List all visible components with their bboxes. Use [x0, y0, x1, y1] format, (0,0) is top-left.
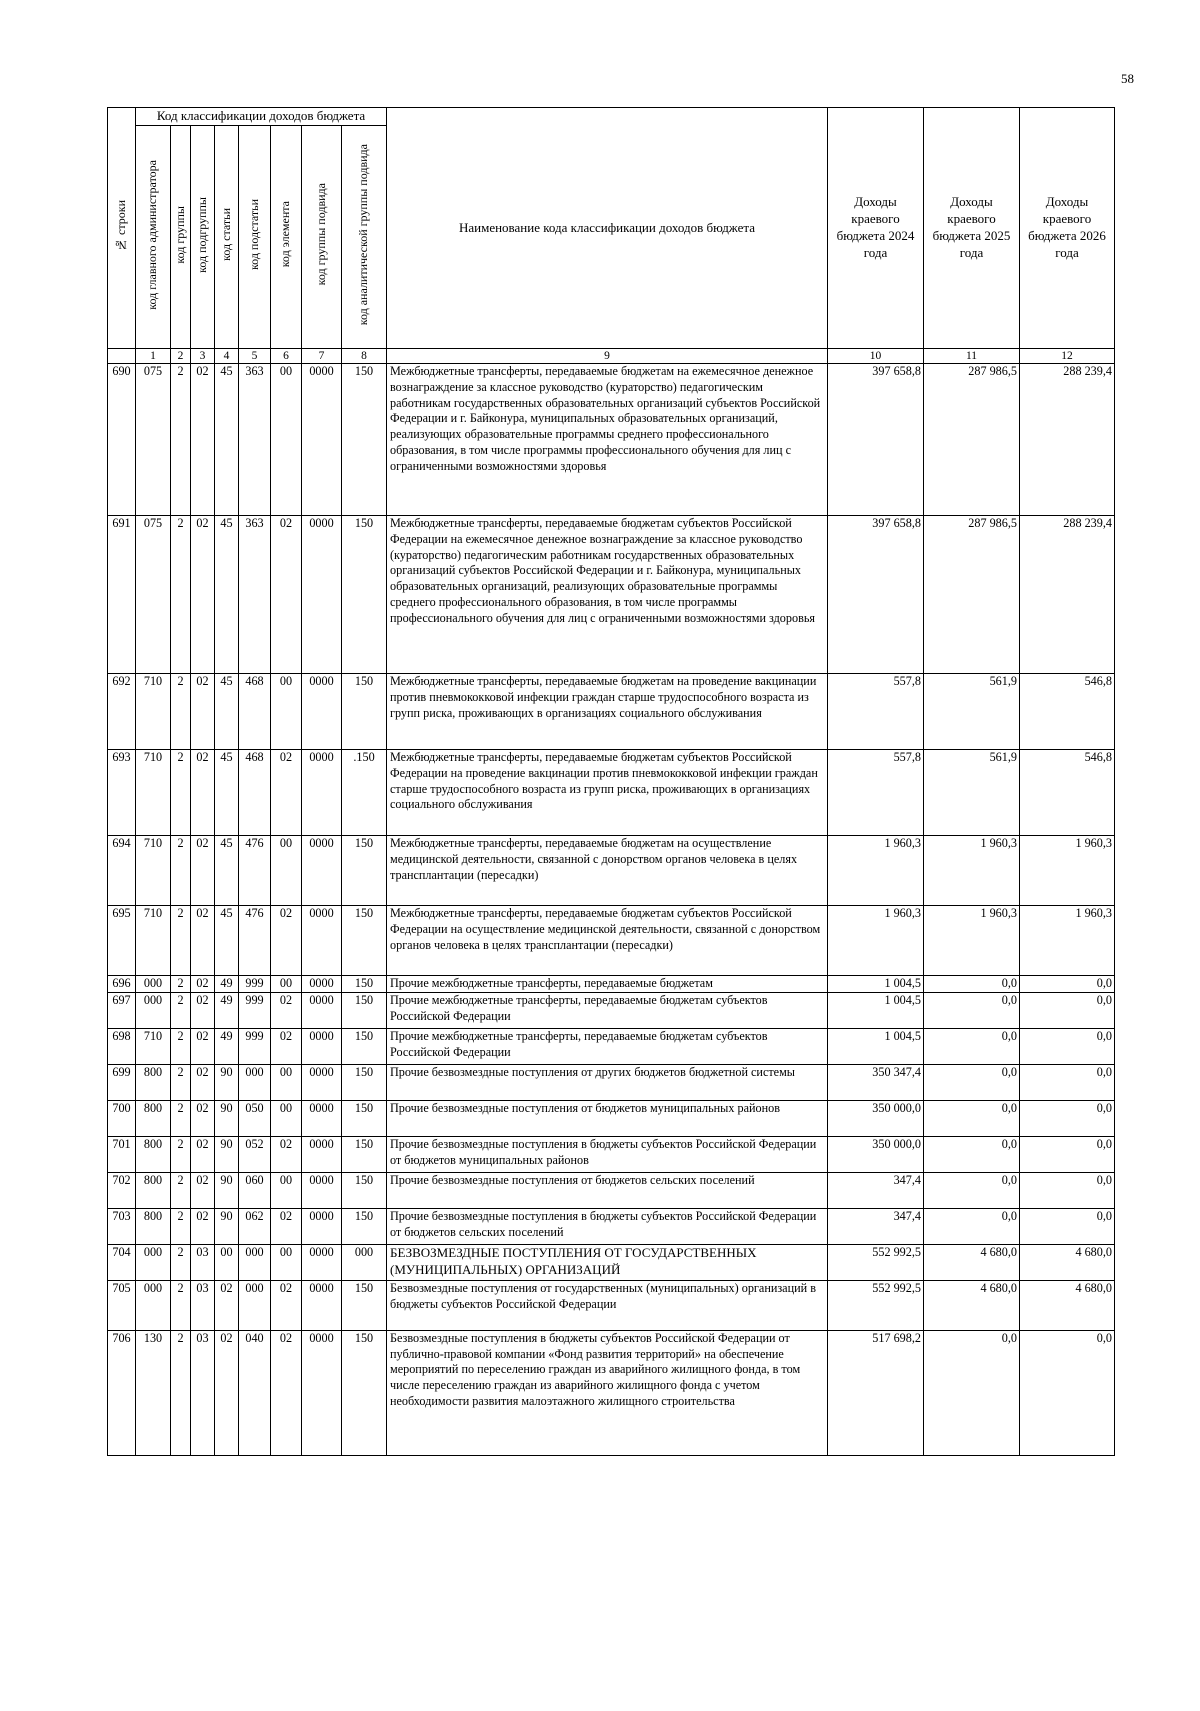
income-2025: 0,0 [924, 975, 1020, 992]
code-subtype-group: 0000 [302, 673, 342, 749]
income-2024: 1 004,5 [828, 1028, 924, 1064]
table-row [108, 1244, 1115, 1280]
table-row [108, 749, 1115, 835]
code-analytic-group: 150 [342, 992, 387, 1028]
code-analytic-group: 150 [342, 1330, 387, 1455]
code-analytic-group: 150 [342, 975, 387, 992]
code-element: 00 [271, 975, 302, 992]
code-group: 2 [171, 1244, 191, 1280]
code-admin: 710 [136, 1028, 171, 1064]
code-element: 00 [271, 1100, 302, 1136]
code-group: 2 [171, 363, 191, 515]
header-code-analytic-group: код аналитической группы подвида [342, 125, 387, 348]
income-2026: 0,0 [1020, 1208, 1115, 1244]
table-row [108, 1136, 1115, 1172]
page-number: 58 [1121, 71, 1134, 86]
code-article: 90 [215, 1100, 239, 1136]
code-admin: 000 [136, 1280, 171, 1330]
code-admin: 710 [136, 835, 171, 905]
code-subtype-group: 0000 [302, 363, 342, 515]
row-number: 702 [108, 1172, 136, 1208]
income-2026: 1 960,3 [1020, 835, 1115, 905]
income-2025: 4 680,0 [924, 1280, 1020, 1330]
code-subtype-group: 0000 [302, 1280, 342, 1330]
income-code-name: Безвозмездные поступления в бюджеты субъектов Российской Федерации от публично-правовой компании «Фонд развития территорий» на обеспечение мероприятий по переселению граждан из аварийного жилищного фонда, в том числе переселению граждан из аварийного жилищного фонда с учетом необходимости развития малоэтажного жилищного строительства [387, 1330, 828, 1455]
code-admin: 000 [136, 975, 171, 992]
income-code-name: Прочие безвозмездные поступления от других бюджетов бюджетной системы [387, 1064, 828, 1100]
code-analytic-group: 150 [342, 905, 387, 975]
column-number: 12 [1020, 348, 1115, 363]
code-admin: 710 [136, 905, 171, 975]
code-group: 2 [171, 1064, 191, 1100]
income-2024: 350 000,0 [828, 1100, 924, 1136]
income-2026: 546,8 [1020, 673, 1115, 749]
table-row [108, 835, 1115, 905]
income-2024: 350 347,4 [828, 1064, 924, 1100]
code-group: 2 [171, 673, 191, 749]
budget-table [107, 107, 1115, 1456]
income-2024: 397 658,8 [828, 363, 924, 515]
code-subarticle: 000 [239, 1244, 271, 1280]
code-subtype-group: 0000 [302, 749, 342, 835]
table-row [108, 515, 1115, 673]
column-number: 2 [171, 348, 191, 363]
row-number: 706 [108, 1330, 136, 1455]
income-2024: 552 992,5 [828, 1244, 924, 1280]
code-article: 00 [215, 1244, 239, 1280]
code-element: 00 [271, 673, 302, 749]
code-subtype-group: 0000 [302, 1172, 342, 1208]
income-2025: 1 960,3 [924, 835, 1020, 905]
code-element: 02 [271, 1208, 302, 1244]
code-analytic-group: 150 [342, 1280, 387, 1330]
code-analytic-group: 150 [342, 1064, 387, 1100]
code-article: 90 [215, 1136, 239, 1172]
table-header [108, 108, 1115, 364]
income-2024: 350 000,0 [828, 1136, 924, 1172]
code-admin: 800 [136, 1208, 171, 1244]
income-code-name: Межбюджетные трансферты, передаваемые бюджетам субъектов Российской Федерации на проведение вакцинации против пневмококковой инфекции граждан старше трудоспособного возраста из групп риска, проживающих в организациях социального обслуживания [387, 749, 828, 835]
header-code-article: код статьи [215, 125, 239, 348]
income-2025: 0,0 [924, 1136, 1020, 1172]
code-subgroup: 02 [191, 363, 215, 515]
code-subgroup: 02 [191, 975, 215, 992]
income-2024: 347,4 [828, 1208, 924, 1244]
income-code-name: Межбюджетные трансферты, передаваемые бюджетам на ежемесячное денежное вознаграждение за классное руководство (кураторство) педагогическим работникам государственных образовательных организаций субъектов Российской Федерации и г. Байконура, муниципальных образовательных организаций, реализующих образовательные программы среднего профессионального образования, в том числе программы профессионального обучения для лиц с ограниченными возможностями здоровья [387, 363, 828, 515]
income-code-name: Межбюджетные трансферты, передаваемые бюджетам субъектов Российской Федерации на ежемесячное денежное вознаграждение за классное руководство (кураторство) педагогическим работникам государственных образовательных организаций субъектов Российской Федерации и г. Байконура, муниципальных образовательных организаций, реализующих образовательные программы среднего профессионального образования, в том числе программы профессионального обучения для лиц с ограниченными возможностями здоровья [387, 515, 828, 673]
code-analytic-group: 000 [342, 1244, 387, 1280]
code-element: 02 [271, 1280, 302, 1330]
income-2026: 288 239,4 [1020, 515, 1115, 673]
code-group: 2 [171, 1028, 191, 1064]
income-2025: 1 960,3 [924, 905, 1020, 975]
code-article: 90 [215, 1172, 239, 1208]
column-number [108, 348, 136, 363]
code-subarticle: 040 [239, 1330, 271, 1455]
code-subarticle: 050 [239, 1100, 271, 1136]
row-number: 698 [108, 1028, 136, 1064]
code-analytic-group: 150 [342, 1028, 387, 1064]
code-admin: 800 [136, 1100, 171, 1136]
code-subgroup: 03 [191, 1244, 215, 1280]
income-2024: 1 960,3 [828, 905, 924, 975]
code-subtype-group: 0000 [302, 975, 342, 992]
code-article: 45 [215, 905, 239, 975]
row-number: 696 [108, 975, 136, 992]
column-number: 8 [342, 348, 387, 363]
header-code-group: код группы [171, 125, 191, 348]
header-income-2025: Доходы краевого бюджета 2025 года [924, 108, 1020, 349]
row-number: 694 [108, 835, 136, 905]
code-subgroup: 02 [191, 515, 215, 673]
code-subgroup: 02 [191, 1064, 215, 1100]
income-2025: 0,0 [924, 1028, 1020, 1064]
income-2024: 557,8 [828, 673, 924, 749]
row-number: 703 [108, 1208, 136, 1244]
income-code-name: Безвозмездные поступления от государственных (муниципальных) организаций в бюджеты субъектов Российской Федерации [387, 1280, 828, 1330]
code-article: 02 [215, 1330, 239, 1455]
income-2024: 397 658,8 [828, 515, 924, 673]
income-2026: 4 680,0 [1020, 1280, 1115, 1330]
income-2025: 0,0 [924, 1208, 1020, 1244]
code-subarticle: 000 [239, 1064, 271, 1100]
code-admin: 130 [136, 1330, 171, 1455]
header-code-admin: код главного администратора [136, 125, 171, 348]
code-subtype-group: 0000 [302, 1244, 342, 1280]
code-subarticle: 476 [239, 835, 271, 905]
income-2025: 287 986,5 [924, 515, 1020, 673]
header-income-2024: Доходы краевого бюджета 2024 года [828, 108, 924, 349]
code-subtype-group: 0000 [302, 992, 342, 1028]
income-2026: 0,0 [1020, 1028, 1115, 1064]
income-code-name: Межбюджетные трансферты, передаваемые бюджетам на осуществление медицинской деятельности, связанной с донорством органов человека в целях трансплантации (пересадки) [387, 835, 828, 905]
code-subtype-group: 0000 [302, 1028, 342, 1064]
table-row [108, 1280, 1115, 1330]
column-number: 5 [239, 348, 271, 363]
income-2024: 1 004,5 [828, 975, 924, 992]
code-element: 00 [271, 1244, 302, 1280]
code-element: 02 [271, 905, 302, 975]
header-classification-group: Код классификации доходов бюджета [136, 108, 387, 126]
income-code-name: Прочие межбюджетные трансферты, передаваемые бюджетам субъектов Российской Федерации [387, 1028, 828, 1064]
income-2026: 0,0 [1020, 992, 1115, 1028]
income-2026: 0,0 [1020, 1330, 1115, 1455]
code-subarticle: 468 [239, 673, 271, 749]
column-number: 7 [302, 348, 342, 363]
code-subarticle: 476 [239, 905, 271, 975]
income-2024: 557,8 [828, 749, 924, 835]
code-admin: 800 [136, 1172, 171, 1208]
income-2025: 561,9 [924, 749, 1020, 835]
code-analytic-group: 150 [342, 835, 387, 905]
code-subgroup: 02 [191, 835, 215, 905]
row-number: 705 [108, 1280, 136, 1330]
code-subtype-group: 0000 [302, 1330, 342, 1455]
table-row [108, 1172, 1115, 1208]
code-article: 45 [215, 673, 239, 749]
income-code-name: Прочие безвозмездные поступления в бюджеты субъектов Российской Федерации от бюджетов муниципальных районов [387, 1136, 828, 1172]
code-element: 00 [271, 1172, 302, 1208]
income-2026: 0,0 [1020, 1172, 1115, 1208]
code-subarticle: 468 [239, 749, 271, 835]
table-body [108, 363, 1115, 1455]
row-number: 691 [108, 515, 136, 673]
income-2026: 0,0 [1020, 1136, 1115, 1172]
code-admin: 075 [136, 363, 171, 515]
header-code-subgroup: код подгруппы [191, 125, 215, 348]
code-subgroup: 03 [191, 1280, 215, 1330]
row-number: 697 [108, 992, 136, 1028]
income-code-name: БЕЗВОЗМЕЗДНЫЕ ПОСТУПЛЕНИЯ ОТ ГОСУДАРСТВЕННЫХ (МУНИЦИПАЛЬНЫХ) ОРГАНИЗАЦИЙ [387, 1244, 828, 1280]
code-admin: 000 [136, 992, 171, 1028]
column-number: 1 [136, 348, 171, 363]
column-number: 3 [191, 348, 215, 363]
income-2025: 0,0 [924, 992, 1020, 1028]
code-element: 02 [271, 515, 302, 673]
header-code-element: код элемента [271, 125, 302, 348]
code-element: 02 [271, 1028, 302, 1064]
code-admin: 800 [136, 1064, 171, 1100]
table-row [108, 1330, 1115, 1455]
code-admin: 075 [136, 515, 171, 673]
income-2026: 0,0 [1020, 1100, 1115, 1136]
code-subgroup: 02 [191, 1028, 215, 1064]
code-element: 00 [271, 835, 302, 905]
income-2025: 0,0 [924, 1330, 1020, 1455]
income-code-name: Прочие безвозмездные поступления в бюджеты субъектов Российской Федерации от бюджетов сельских поселений [387, 1208, 828, 1244]
code-group: 2 [171, 1208, 191, 1244]
income-2025: 0,0 [924, 1172, 1020, 1208]
table-row [108, 363, 1115, 515]
row-number: 699 [108, 1064, 136, 1100]
code-analytic-group: 150 [342, 1208, 387, 1244]
income-code-name: Прочие межбюджетные трансферты, передаваемые бюджетам субъектов Российской Федерации [387, 992, 828, 1028]
code-group: 2 [171, 515, 191, 673]
column-number-row [108, 348, 1115, 363]
code-analytic-group: 150 [342, 363, 387, 515]
code-analytic-group: 150 [342, 1100, 387, 1136]
row-number: 692 [108, 673, 136, 749]
code-element: 00 [271, 1064, 302, 1100]
code-subtype-group: 0000 [302, 905, 342, 975]
code-subgroup: 02 [191, 905, 215, 975]
code-subtype-group: 0000 [302, 515, 342, 673]
code-group: 2 [171, 905, 191, 975]
row-number: 700 [108, 1100, 136, 1136]
income-2026: 0,0 [1020, 975, 1115, 992]
code-article: 49 [215, 975, 239, 992]
code-analytic-group: 150 [342, 515, 387, 673]
code-admin: 800 [136, 1136, 171, 1172]
income-code-name: Межбюджетные трансферты, передаваемые бюджетам субъектов Российской Федерации на осуществление медицинской деятельности, связанной с донорством органов человека в целях трансплантации (пересадки) [387, 905, 828, 975]
header-name: Наименование кода классификации доходов бюджета [387, 108, 828, 349]
table-row [108, 992, 1115, 1028]
income-code-name: Прочие межбюджетные трансферты, передаваемые бюджетам [387, 975, 828, 992]
code-subgroup: 02 [191, 1100, 215, 1136]
code-group: 2 [171, 992, 191, 1028]
code-group: 2 [171, 1136, 191, 1172]
code-article: 45 [215, 749, 239, 835]
header-row-no: № строки [108, 108, 136, 349]
row-number: 693 [108, 749, 136, 835]
code-element: 00 [271, 363, 302, 515]
code-group: 2 [171, 1172, 191, 1208]
code-subarticle: 060 [239, 1172, 271, 1208]
code-element: 02 [271, 1330, 302, 1455]
code-analytic-group: .150 [342, 749, 387, 835]
income-2026: 4 680,0 [1020, 1244, 1115, 1280]
income-2026: 546,8 [1020, 749, 1115, 835]
code-subgroup: 02 [191, 1136, 215, 1172]
code-article: 90 [215, 1064, 239, 1100]
code-group: 2 [171, 835, 191, 905]
income-2025: 4 680,0 [924, 1244, 1020, 1280]
income-2025: 561,9 [924, 673, 1020, 749]
code-subarticle: 000 [239, 1280, 271, 1330]
header-income-2026: Доходы краевого бюджета 2026 года [1020, 108, 1115, 349]
code-subarticle: 999 [239, 1028, 271, 1064]
code-admin: 000 [136, 1244, 171, 1280]
code-subarticle: 999 [239, 975, 271, 992]
income-2024: 1 004,5 [828, 992, 924, 1028]
row-number: 695 [108, 905, 136, 975]
code-subgroup: 02 [191, 1208, 215, 1244]
table-row [108, 1028, 1115, 1064]
code-subgroup: 03 [191, 1330, 215, 1455]
row-number: 704 [108, 1244, 136, 1280]
code-admin: 710 [136, 749, 171, 835]
code-subgroup: 02 [191, 673, 215, 749]
income-2024: 347,4 [828, 1172, 924, 1208]
code-group: 2 [171, 975, 191, 992]
table-row [108, 905, 1115, 975]
income-2026: 1 960,3 [1020, 905, 1115, 975]
row-number: 690 [108, 363, 136, 515]
code-article: 90 [215, 1208, 239, 1244]
income-2026: 0,0 [1020, 1064, 1115, 1100]
code-subarticle: 052 [239, 1136, 271, 1172]
code-subtype-group: 0000 [302, 1208, 342, 1244]
header-code-subtype-group: код группы подвида [302, 125, 342, 348]
code-group: 2 [171, 1330, 191, 1455]
income-2024: 517 698,2 [828, 1330, 924, 1455]
code-group: 2 [171, 1100, 191, 1136]
row-number: 701 [108, 1136, 136, 1172]
code-element: 02 [271, 1136, 302, 1172]
code-subarticle: 363 [239, 515, 271, 673]
code-element: 02 [271, 992, 302, 1028]
code-analytic-group: 150 [342, 1172, 387, 1208]
code-subgroup: 02 [191, 1172, 215, 1208]
code-admin: 710 [136, 673, 171, 749]
code-subtype-group: 0000 [302, 1136, 342, 1172]
column-number: 11 [924, 348, 1020, 363]
income-code-name: Межбюджетные трансферты, передаваемые бюджетам на проведение вакцинации против пневмококковой инфекции граждан старше трудоспособного возраста из групп риска, проживающих в организациях социального обслуживания [387, 673, 828, 749]
code-subarticle: 062 [239, 1208, 271, 1244]
code-article: 02 [215, 1280, 239, 1330]
code-subtype-group: 0000 [302, 835, 342, 905]
income-2026: 288 239,4 [1020, 363, 1115, 515]
income-code-name: Прочие безвозмездные поступления от бюджетов муниципальных районов [387, 1100, 828, 1136]
code-group: 2 [171, 1280, 191, 1330]
code-element: 02 [271, 749, 302, 835]
code-article: 45 [215, 363, 239, 515]
column-number: 9 [387, 348, 828, 363]
code-group: 2 [171, 749, 191, 835]
code-subgroup: 02 [191, 992, 215, 1028]
table-row [108, 975, 1115, 992]
code-article: 49 [215, 992, 239, 1028]
code-subgroup: 02 [191, 749, 215, 835]
income-2025: 287 986,5 [924, 363, 1020, 515]
code-article: 49 [215, 1028, 239, 1064]
code-subtype-group: 0000 [302, 1100, 342, 1136]
code-article: 45 [215, 835, 239, 905]
column-number: 4 [215, 348, 239, 363]
table-row [108, 673, 1115, 749]
table-row [108, 1064, 1115, 1100]
code-subarticle: 999 [239, 992, 271, 1028]
table-row [108, 1100, 1115, 1136]
income-code-name: Прочие безвозмездные поступления от бюджетов сельских поселений [387, 1172, 828, 1208]
table-row [108, 1208, 1115, 1244]
header-code-subarticle: код подстатьи [239, 125, 271, 348]
income-2025: 0,0 [924, 1100, 1020, 1136]
code-analytic-group: 150 [342, 673, 387, 749]
column-number: 6 [271, 348, 302, 363]
income-2024: 552 992,5 [828, 1280, 924, 1330]
column-number: 10 [828, 348, 924, 363]
code-subtype-group: 0000 [302, 1064, 342, 1100]
income-2024: 1 960,3 [828, 835, 924, 905]
code-analytic-group: 150 [342, 1136, 387, 1172]
income-2025: 0,0 [924, 1064, 1020, 1100]
code-subarticle: 363 [239, 363, 271, 515]
code-article: 45 [215, 515, 239, 673]
